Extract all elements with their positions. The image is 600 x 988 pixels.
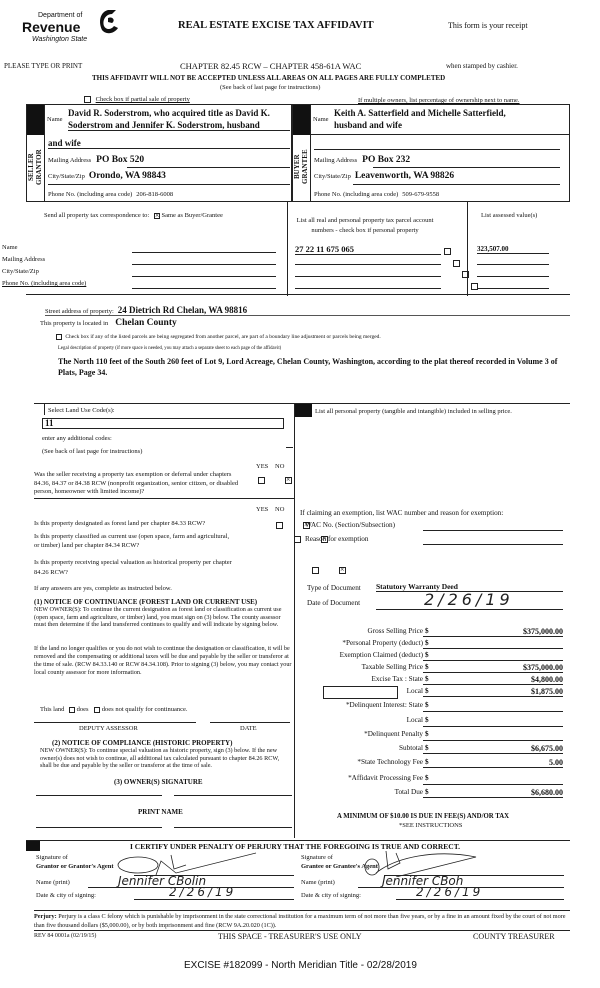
seller-black-tab	[27, 105, 44, 135]
tax-row-excise-local: Local $ $1,875.00	[295, 687, 570, 701]
receipt-note: This form is your receipt	[448, 21, 528, 30]
seller-phone-label: Phone No. (including area code)	[48, 191, 133, 198]
assessed-value-4[interactable]	[477, 288, 549, 289]
print-name-label: PRINT NAME	[138, 808, 183, 816]
owner-signature-line-1[interactable]	[36, 795, 162, 796]
partial-sale-checkbox[interactable]	[84, 96, 91, 103]
grantee-signature-scribble	[356, 847, 506, 877]
corr-mailing-label: Mailing Address	[2, 256, 46, 263]
same-as-buyer-checkbox[interactable]	[154, 213, 160, 219]
seller-divider	[44, 105, 45, 202]
gross-price-value[interactable]: $375,000.00	[423, 627, 563, 637]
excise-state-value[interactable]: $4,800.00	[423, 675, 563, 685]
parcel-personal-checkbox-1[interactable]	[444, 248, 451, 255]
land-use-top-rule	[34, 403, 295, 404]
q1-yes-checkbox[interactable]	[258, 477, 265, 484]
seller-mailing-value[interactable]: PO Box 520	[96, 155, 145, 165]
processing-fee-value[interactable]	[423, 774, 563, 785]
land-use-tick	[44, 403, 45, 415]
notice1-title: (1) NOTICE OF CONTINUANCE (FOREST LAND OR CURRENT USE)	[34, 598, 258, 606]
doc-date-label: Date of Document	[307, 599, 361, 607]
buyer-section	[292, 104, 570, 201]
buyer-city-row	[314, 171, 454, 181]
tax-row-tech-fee: *State Technology Fee $ 5.00	[357, 758, 563, 767]
assessor-date-label: DATE	[240, 725, 257, 732]
does-not-checkbox[interactable]	[94, 707, 100, 713]
tax-row-processing-fee: *Affidavit Processing Fee $	[295, 774, 570, 788]
grantor-date-label: Date & city of signing:	[36, 892, 96, 899]
legal-label: Legal description of property (if more space is needed, you may attach a separate sheet to each page of the affidavit)	[58, 346, 282, 351]
assessed-value-2[interactable]	[477, 264, 549, 265]
tax-row-gross: Gross Selling Price $ $375,000.00	[367, 627, 563, 636]
land-use-code-input[interactable]: 11	[42, 418, 284, 429]
multiple-owners-note: If multiple owners, list percentage of ownership next to name.	[358, 97, 520, 104]
assessed-value-3[interactable]	[477, 276, 549, 277]
corr-name-input[interactable]	[132, 252, 276, 253]
grantee-date-label: Date & city of signing:	[301, 892, 361, 899]
street-value[interactable]: 24 Dietrich Rd Chelan, WA 98816	[117, 305, 248, 315]
local-rate-box[interactable]	[323, 686, 398, 699]
parcel-header: List all real and personal property tax parcel account numbers - check box if personal property	[296, 217, 434, 234]
seller-city-value[interactable]: Orondo, WA 98843	[88, 171, 166, 181]
delinquent-interest-state-value[interactable]	[423, 701, 563, 712]
does-not-label: does not qualify for continuance.	[101, 706, 188, 713]
q1-no-checkbox[interactable]	[285, 477, 292, 484]
owner-signature-label: (3) OWNER(S) SIGNATURE	[114, 778, 203, 786]
buyer-mailing-label: Mailing Address	[314, 157, 358, 164]
seller-city-row	[48, 171, 290, 181]
this-land-label: This land	[40, 706, 65, 713]
notice2-body: NEW OWNER(S): To continue special valuation as historic property, sign (3) below. If the new owner(s) does not wish to continue, all additional tax calculated pursuant to chapter 84.26 RCW, shall be due and payable by the seller or transferor at the time of sale.	[40, 747, 280, 769]
if-yes-note: If any answers are yes, complete as instructed below.	[34, 585, 172, 592]
does-checkbox[interactable]	[69, 707, 75, 713]
subtotal-value[interactable]: $6,675.00	[423, 744, 563, 754]
same-as-buyer-label: Same as Buyer/Grantee	[161, 212, 223, 219]
parcel-number-1[interactable]: 27 22 11 675 065	[295, 244, 441, 255]
perjury-section	[34, 910, 570, 931]
street-row	[45, 305, 570, 316]
certify-title: I CERTIFY UNDER PENALTY OF PERJURY THAT THE FOREGOING IS TRUE AND CORRECT.	[130, 842, 461, 851]
print-name-line-1[interactable]	[36, 827, 162, 828]
reason-label: Reason for exemption	[305, 535, 369, 543]
buyer-extra-line	[314, 149, 560, 150]
delinquent-penalty-value[interactable]	[423, 730, 563, 741]
buyer-city-label: City/State/Zip	[314, 173, 351, 180]
seller-city-underline	[48, 184, 290, 185]
delinquent-interest-local-value[interactable]	[423, 716, 563, 727]
buyer-grantee-label: BUYER GRANTEE	[293, 149, 309, 185]
warning-text: THIS AFFIDAVIT WILL NOT BE ACCEPTED UNLESS ALL AREAS ON ALL PAGES ARE FULLY COMPLETED	[92, 74, 446, 82]
notice1-body1: NEW OWNER(S): To continue the current designation as forest land or classification as current use (open space, farm and agriculture, or timber) land, you must sign on (3) below. The county assessor must then determine if the land transferred continues to qualify and will indicate by signing below.	[34, 606, 282, 628]
corr-name-label: Name	[2, 244, 18, 251]
seller-city-label: City/State/Zip	[48, 173, 85, 180]
q3-text: Is this property classified as current use (open space, farm and agricultural, or timber) land per chapter 84.34 RCW?	[34, 533, 230, 549]
q1-text: Was the seller receiving a property tax exemption or deferral under chapters 84.36, 84.37 or 84.38 RCW (nonprofit organization, senior citizen, or disabled person, homeowner with limited income)?	[34, 471, 239, 495]
personal-property-black-tab	[295, 404, 312, 417]
tax-row-penalty: *Delinquent Penalty $	[295, 730, 570, 744]
doc-type-value[interactable]: Statutory Warranty Deed	[376, 582, 563, 592]
does-label: does	[76, 706, 89, 713]
perjury-label: Perjury:	[34, 913, 57, 920]
land-use-label: Select Land Use Code(s):	[48, 407, 115, 414]
assessed-value-1[interactable]: 323,507.00	[477, 245, 549, 254]
seller-grantor-label: SELLER GRANTOR	[27, 149, 43, 185]
seller-mailing-label: Mailing Address	[48, 157, 92, 164]
see-back-note: (See back of last page for instructions)	[220, 84, 321, 91]
parcel-divider-left	[287, 202, 288, 296]
seller-name-line2[interactable]: Soderstrom and Jennifer K. Soderstrom, husband	[68, 120, 290, 131]
see-back-land-use: (See back of last page for instructions)	[42, 448, 143, 455]
minimum-note: A MINIMUM OF $10.00 IS DUE IN FEE(S) AND/OR TAX	[337, 813, 510, 820]
parcel-personal-checkbox-2[interactable]	[453, 260, 460, 267]
q1-rule	[34, 498, 295, 499]
tax-row-personal: *Personal Property (deduct) $	[295, 639, 570, 651]
grantor-name-label: Name (print)	[36, 879, 70, 886]
q2-text: Is this property designated as forest land per chapter 84.33 RCW?	[34, 520, 206, 527]
dash-mark	[286, 447, 293, 448]
certify-black-tab	[26, 841, 40, 851]
treasurer-use-only: THIS SPACE - TREASURER'S USE ONLY	[218, 932, 362, 941]
seller-name-line3[interactable]: and wife	[48, 138, 290, 149]
tax-row-subtotal: Subtotal $ $6,675.00	[399, 744, 563, 753]
tax-row-taxable: Taxable Selling Price $ $375,000.00	[361, 663, 563, 672]
corr-city-input[interactable]	[132, 276, 276, 277]
buyer-name-line1[interactable]: Keith A. Satterfield and Michelle Satterfield,	[334, 108, 506, 118]
seller-name-line1[interactable]: David R. Soderstrom, who acquired title as David K.	[68, 108, 270, 118]
grantor-sig-label: Signature of Grantor or Grantor's Agent	[36, 854, 114, 870]
wac-input[interactable]	[423, 530, 563, 531]
parcel-divider-right	[467, 202, 468, 296]
land-use-section	[34, 403, 295, 838]
rev-number: REV 84 0001a (02/19/15)	[34, 933, 97, 939]
parcel-number-4[interactable]	[295, 288, 441, 289]
no-header-1: NO	[275, 463, 285, 470]
form-title: REAL ESTATE EXCISE TAX AFFIDAVIT	[178, 20, 374, 31]
see-instructions-note: *SEE INSTRUCTIONS	[399, 822, 463, 829]
excise-local-value[interactable]: $1,875.00	[423, 687, 563, 697]
yes-header-1: YES	[256, 463, 269, 470]
county-label: This property is located in	[40, 320, 109, 327]
no-header-2: NO	[275, 506, 285, 513]
please-type-label: PLEASE TYPE OR PRINT	[4, 62, 83, 70]
reason-input[interactable]	[423, 544, 563, 545]
corr-phone-input[interactable]	[132, 288, 276, 289]
buyer-mailing-value[interactable]: PO Box 232	[362, 155, 411, 165]
county-treasurer: COUNTY TREASURER	[473, 932, 555, 941]
personal-property-label[interactable]: List all personal property (tangible and intangible) included in selling price.	[315, 408, 512, 415]
parcel-number-2[interactable]	[295, 264, 441, 265]
corr-city-label: City/State/Zip	[2, 268, 39, 275]
grantor-date-value[interactable]: 2/26/19	[134, 886, 294, 900]
county-row	[40, 318, 177, 328]
corr-phone-label: Phone No. (including area code)	[2, 280, 87, 287]
right-lower-section	[295, 403, 570, 838]
seller-mailing-row	[48, 155, 290, 165]
logo-swirl-icon	[96, 8, 120, 36]
buyer-city-value[interactable]: Leavenworth, WA 98826	[354, 171, 455, 181]
tax-row-delinq-local: Local $	[295, 716, 570, 730]
buyer-phone-label: Phone No. (including area code)	[314, 191, 399, 198]
q2-yes-checkbox[interactable]	[276, 522, 283, 529]
grantee-name-label: Name (print)	[301, 879, 335, 886]
wac-label: WAC No. (Section/Subsection)	[305, 521, 396, 529]
correspondence-label: Send all property tax correspondence to:	[44, 212, 150, 219]
parcel-personal-checkbox-3[interactable]	[462, 271, 469, 278]
grantee-sig-label: Signature of Grantee or Grantee's Agent	[301, 854, 378, 870]
personal-property-deduct-value[interactable]	[423, 639, 563, 649]
notice1-body2: If the land no longer qualifies or you do not wish to continue the designation or classification, it will be removed and the compensating or additional taxes will be due and payable by the seller or transferor at the time of sale. (RCW 84.33.140 or RCW 84.34.108). Prior to signing (3) below, you may contact your local county assessor for more information.	[34, 645, 292, 676]
print-name-line-2[interactable]	[174, 827, 292, 828]
grantor-name-value[interactable]: Jennifer CBolin	[88, 875, 294, 888]
buyer-phone-row	[314, 189, 439, 198]
total-due-value[interactable]: $6,680.00	[423, 788, 563, 798]
assessed-header: List assessed value(s)	[481, 212, 538, 219]
seller-section	[26, 104, 292, 201]
this-land-row	[40, 706, 188, 713]
buyer-mailing-row	[314, 155, 410, 165]
correspondence-row	[44, 212, 223, 219]
tax-row-exemption: Exemption Claimed (deduct) $	[295, 651, 570, 663]
logo-text-dept: Department of	[38, 12, 83, 19]
excise-stamp: EXCISE #182099 - North Meridian Title - 02/28/2019	[184, 960, 417, 971]
additional-codes-label: enter any additional codes:	[42, 435, 112, 442]
seller-phone-row	[48, 189, 173, 198]
doc-type-label: Type of Document	[307, 584, 361, 592]
seller-name-label: Name	[47, 116, 63, 123]
seller-mailing-underline	[127, 167, 290, 168]
segregated-row	[56, 334, 381, 340]
receipt-note-2: when stamped by cashier.	[446, 62, 518, 70]
assessor-date-line[interactable]	[210, 722, 290, 723]
buyer-city-underline	[353, 184, 560, 185]
buyer-name-label: Name	[313, 116, 329, 123]
logo-text-state: Washington State	[32, 36, 88, 43]
certify-section	[26, 840, 570, 910]
dor-logo	[20, 8, 120, 54]
parcel-number-3[interactable]	[295, 276, 441, 277]
segregated-checkbox[interactable]	[56, 334, 62, 340]
perjury-text: Perjury is a class C felony which is punishable by imprisonment in the state correctional institution for a maximum term of not more than five years, or by a fine in an amount fixed by the court of not more than five thousand dollars ($5,000.00), or by both imprisonment and fine (RCW 9A.20.020 (1C)).	[34, 913, 566, 929]
owner-signature-line-2[interactable]	[174, 795, 292, 796]
logo-text-revenue: Revenue	[22, 19, 81, 35]
tax-row-delinq-state: *Delinquent Interest: State $	[295, 701, 570, 715]
street-label: Street address of property:	[45, 308, 114, 315]
yes-header-2: YES	[256, 506, 269, 513]
tax-row-total: Total Due $ $6,680.00	[394, 788, 563, 797]
partial-sale-row	[84, 96, 190, 103]
exemption-deduct-value[interactable]	[423, 651, 563, 661]
notice2-title: (2) NOTICE OF COMPLIANCE (HISTORIC PROPERTY)	[52, 739, 233, 747]
exemption-label: If claiming an exemption, list WAC number and reason for exemption:	[300, 509, 504, 517]
buyer-mailing-underline	[373, 167, 560, 168]
buyer-black-tab	[293, 105, 310, 135]
partial-sale-label: Check box if partial sale of property	[95, 96, 190, 103]
county-value[interactable]: Chelan County	[115, 318, 177, 328]
grantee-name-value[interactable]: Jennifer CBoh	[358, 875, 564, 888]
segregated-label: Check box if any of the listed parcels are being segregated from another parcel, are part of a boundary line adjustment or parcels being merged.	[65, 334, 381, 341]
buyer-phone-value[interactable]: 509-679-9558	[402, 191, 440, 198]
correspondence-parcel-section	[2, 201, 570, 295]
doc-date-value[interactable]: 2/26/19	[376, 590, 563, 610]
chapter-label: CHAPTER 82.45 RCW – CHAPTER 458-61A WAC	[180, 61, 362, 71]
deputy-assessor-signature-line[interactable]	[34, 722, 196, 723]
corr-mailing-input[interactable]	[132, 264, 276, 265]
tech-fee-value[interactable]: 5.00	[423, 758, 563, 768]
q4-text: Is this property receiving special valuation as historical property per chapter 84.26 RCW?	[34, 559, 232, 576]
deputy-assessor-label: DEPUTY ASSESSOR	[79, 725, 138, 732]
grantee-date-value[interactable]: 2/26/19	[396, 886, 564, 900]
tax-row-excise-state: Excise Tax : State $ $4,800.00	[371, 675, 563, 684]
legal-description[interactable]: The North 110 feet of the South 260 feet of Lot 9, Lord Acreage, Chelan County, Washington, according to the plat thereof recorded in Volume 3 of Plats, Page 34.	[58, 357, 558, 377]
seller-phone-value[interactable]: 206-818-6008	[136, 191, 174, 198]
buyer-name-line2[interactable]: husband and wife	[334, 120, 403, 130]
taxable-price-value[interactable]: $375,000.00	[423, 663, 563, 673]
right-top-rule	[295, 403, 570, 404]
